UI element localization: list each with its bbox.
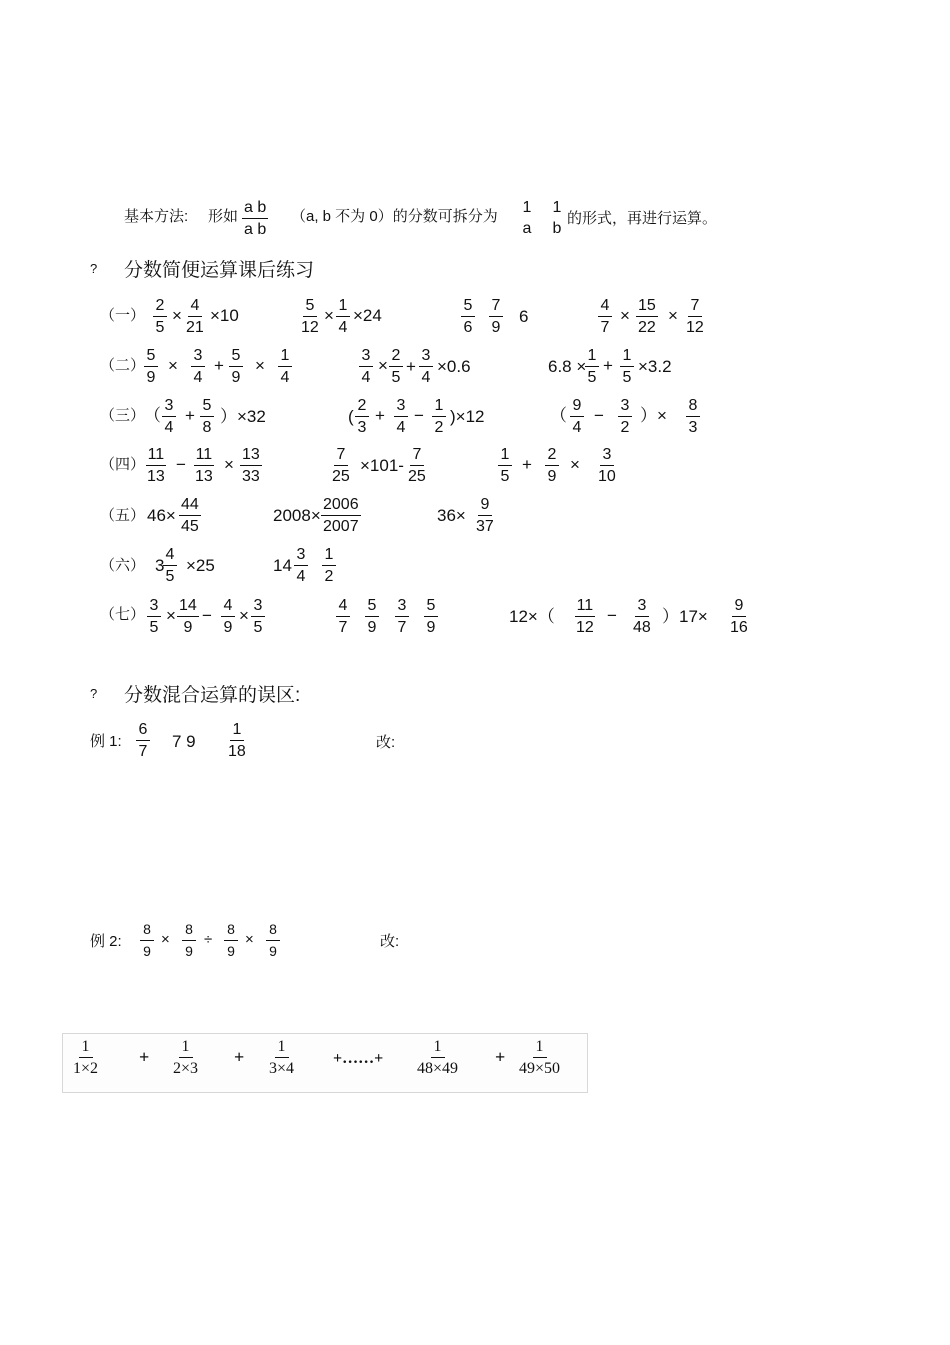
r4-op: × — [224, 455, 234, 474]
r1-op: × — [668, 306, 678, 325]
series-plus: + — [234, 1047, 245, 1067]
r6-op: 3 — [155, 556, 165, 575]
r2-frac: $\frac{1}{4}$ — [278, 347, 292, 386]
r2-frac: $\frac{5}{9}$ — [144, 347, 158, 386]
row-label-6: （六） — [100, 557, 146, 574]
r2-frac: $\frac{1}{5}$ — [585, 347, 599, 386]
r1-op: 6 — [519, 307, 529, 326]
r7-op: × — [239, 606, 249, 625]
r1-frac: $\frac{4}{21}$ — [186, 297, 204, 336]
r4-frac: $\frac{13}{33}$ — [242, 446, 260, 485]
r3-frac: $\frac{3}{2}$ — [618, 397, 632, 436]
series-term: $\frac{1}{49\times 50}$ — [519, 1038, 561, 1077]
r3-op: )×12 — [450, 407, 485, 426]
r4-frac: $\frac{2}{9}$ — [545, 446, 559, 485]
series-plus: + — [139, 1047, 150, 1067]
r1-op: ×10 — [210, 306, 239, 325]
r7-op: − — [607, 606, 617, 625]
r3-op: + — [375, 406, 385, 425]
r4-frac: $\frac{11}{13}$ — [147, 446, 165, 485]
r2-op: × — [255, 356, 265, 375]
r5-frac: $\frac{44}{45}$ — [181, 496, 199, 535]
r7-frac: $\frac{3}{5}$ — [147, 597, 161, 636]
example1-frac: $\frac{6}{7}$ — [136, 721, 150, 760]
r2-op: × — [168, 356, 178, 375]
example2-op: ÷ — [204, 931, 213, 948]
r3-op: （ — [550, 406, 567, 425]
r4-frac: $\frac{7}{25}$ — [332, 446, 350, 485]
r1-frac: $\frac{2}{5}$ — [153, 297, 167, 336]
example2-frac: $\frac{8}{9}$ — [266, 921, 280, 960]
row-label-5: （五） — [100, 507, 146, 524]
r3-frac: $\frac{3}{4}$ — [394, 397, 408, 436]
r3-frac: $\frac{2}{3}$ — [355, 397, 369, 436]
r4-frac: $\frac{11}{13}$ — [195, 446, 213, 485]
section2-bullet: ? — [90, 686, 98, 701]
r7-op: 12×（ — [509, 607, 555, 626]
series-term: $\frac{1}{2\times 3}$ — [173, 1038, 199, 1077]
example2-fix-label: 改: — [380, 933, 400, 950]
example1-mid: 7 9 — [172, 732, 196, 751]
r4-op: − — [176, 455, 186, 474]
r7-frac: $\frac{4}{7}$ — [336, 597, 350, 636]
r2-frac: $\frac{3}{4}$ — [191, 347, 205, 386]
r1-op: × — [620, 306, 630, 325]
fraction-1-a: 1 a — [522, 199, 532, 237]
series-term: $\frac{1}{3\times 4}$ — [269, 1038, 295, 1077]
r2-op: 6.8 × — [548, 357, 587, 376]
r3-frac: $\frac{5}{8}$ — [200, 397, 214, 436]
row-label-1: （一） — [100, 307, 146, 324]
r7-frac: $\frac{4}{9}$ — [221, 597, 235, 636]
fraction-1-b: 1 b — [552, 199, 562, 237]
r5-op: 46× — [147, 506, 176, 525]
r4-op: + — [522, 455, 532, 474]
r4-op: ×101- — [360, 456, 404, 475]
r2-op: + — [214, 356, 224, 375]
r5-op: 2008× — [273, 506, 321, 525]
series-term: $\frac{1}{48\times 49}$ — [417, 1038, 459, 1077]
r3-op: + — [185, 406, 195, 425]
r2-frac: $\frac{3}{4}$ — [419, 347, 433, 386]
r7-frac: $\frac{3}{48}$ — [633, 597, 651, 636]
r7-frac: $\frac{14}{9}$ — [179, 597, 197, 636]
r2-op: × — [378, 356, 388, 375]
method-condition: （a, b 不为 0）的分数可拆分为 — [291, 208, 498, 225]
r3-op: ）× — [640, 406, 667, 425]
example2-label: 例 2: — [90, 933, 122, 950]
series-plus: + — [495, 1047, 506, 1067]
r2-frac: $\frac{5}{9}$ — [229, 347, 243, 386]
r3-op: ）×32 — [220, 407, 266, 426]
section1-title: 分数简便运算课后练习 — [124, 260, 315, 281]
section2-title: 分数混合运算的误区: — [124, 685, 301, 706]
row-label-3: （三） — [100, 407, 146, 424]
row-label-4: （四） — [100, 456, 146, 473]
series-term: $\frac{1}{1\times 2}$ — [73, 1038, 99, 1077]
r7-frac: $\frac{11}{12}$ — [576, 597, 594, 636]
r6-op: ×25 — [186, 556, 215, 575]
r7-frac: $\frac{3}{5}$ — [251, 597, 265, 636]
r6-frac: $\frac{1}{2}$ — [322, 546, 336, 585]
r4-frac: $\frac{1}{5}$ — [498, 446, 512, 485]
r2-op: ×3.2 — [638, 357, 672, 376]
r5-frac: $\frac{2006}{2007}$ — [323, 496, 359, 535]
method-shape: 形如 — [208, 208, 239, 225]
r1-frac: $\frac{4}{7}$ — [598, 297, 612, 336]
r1-op: × — [172, 306, 182, 325]
r6-frac: $\frac{4}{5}$ — [163, 546, 177, 585]
row-label-2: （二） — [100, 357, 146, 374]
example2-frac: $\frac{8}{9}$ — [140, 921, 154, 960]
r3-frac: $\frac{1}{2}$ — [432, 397, 446, 436]
example2-op: × — [245, 931, 254, 948]
r3-frac: $\frac{3}{4}$ — [162, 397, 176, 436]
r2-frac: $\frac{2}{5}$ — [389, 347, 403, 386]
r7-op: − — [202, 606, 212, 625]
r2-op: + — [603, 356, 613, 375]
example1-fix-label: 改: — [376, 734, 396, 751]
r7-frac: $\frac{3}{7}$ — [395, 597, 409, 636]
r2-op: ×0.6 — [437, 357, 471, 376]
r1-op: × — [324, 306, 334, 325]
r6-op: 14 — [273, 556, 292, 575]
example2-op: × — [161, 931, 170, 948]
series-image — [62, 1033, 588, 1093]
example2-frac: $\frac{8}{9}$ — [224, 921, 238, 960]
row-label-7: （七） — [100, 606, 146, 623]
method-tail: 的形式，再进行运算。 — [567, 210, 718, 227]
fraction-a-b: $\frac{\text{a b}}{\text{a b}}$ — [244, 199, 267, 238]
r4-frac: $\frac{3}{10}$ — [598, 446, 616, 485]
r2-op: + — [406, 357, 416, 376]
series-ellipsis: +……+ — [333, 1050, 384, 1067]
r4-frac: $\frac{7}{25}$ — [408, 446, 426, 485]
r1-frac: $\frac{1}{4}$ — [336, 297, 350, 336]
r1-frac: $\frac{7}{12}$ — [686, 297, 704, 336]
r1-frac: $\frac{15}{22}$ — [638, 297, 656, 336]
r3-op: ( — [348, 407, 354, 426]
example1-label: 例 1: — [90, 733, 122, 750]
r7-frac: $\frac{9}{16}$ — [730, 597, 748, 636]
r2-frac: $\frac{1}{5}$ — [620, 347, 634, 386]
r4-op: × — [570, 455, 580, 474]
example2-frac: $\frac{8}{9}$ — [182, 921, 196, 960]
r3-op: （ — [144, 406, 161, 425]
section1-bullet: ? — [90, 261, 98, 276]
r3-frac: $\frac{9}{4}$ — [570, 397, 584, 436]
r2-frac: $\frac{3}{4}$ — [359, 347, 373, 386]
r3-op: − — [594, 406, 604, 425]
r3-op: − — [414, 406, 424, 425]
r5-op: 36× — [437, 506, 466, 525]
r7-frac: $\frac{5}{9}$ — [424, 597, 438, 636]
r7-frac: $\frac{5}{9}$ — [365, 597, 379, 636]
example1-frac: $\frac{1}{18}$ — [228, 721, 246, 760]
r1-frac: $\frac{5}{12}$ — [301, 297, 319, 336]
r3-frac: $\frac{8}{3}$ — [686, 397, 700, 436]
r7-op: × — [166, 606, 176, 625]
r1-frac: $\frac{7}{9}$ — [489, 297, 503, 336]
r1-frac: $\frac{5}{6}$ — [461, 297, 475, 336]
r5-frac: $\frac{9}{37}$ — [476, 496, 494, 535]
r6-frac: $\frac{3}{4}$ — [294, 546, 308, 585]
method-label: 基本方法: — [124, 208, 189, 225]
r1-op: ×24 — [353, 306, 382, 325]
r7-op: ）17× — [662, 607, 708, 626]
